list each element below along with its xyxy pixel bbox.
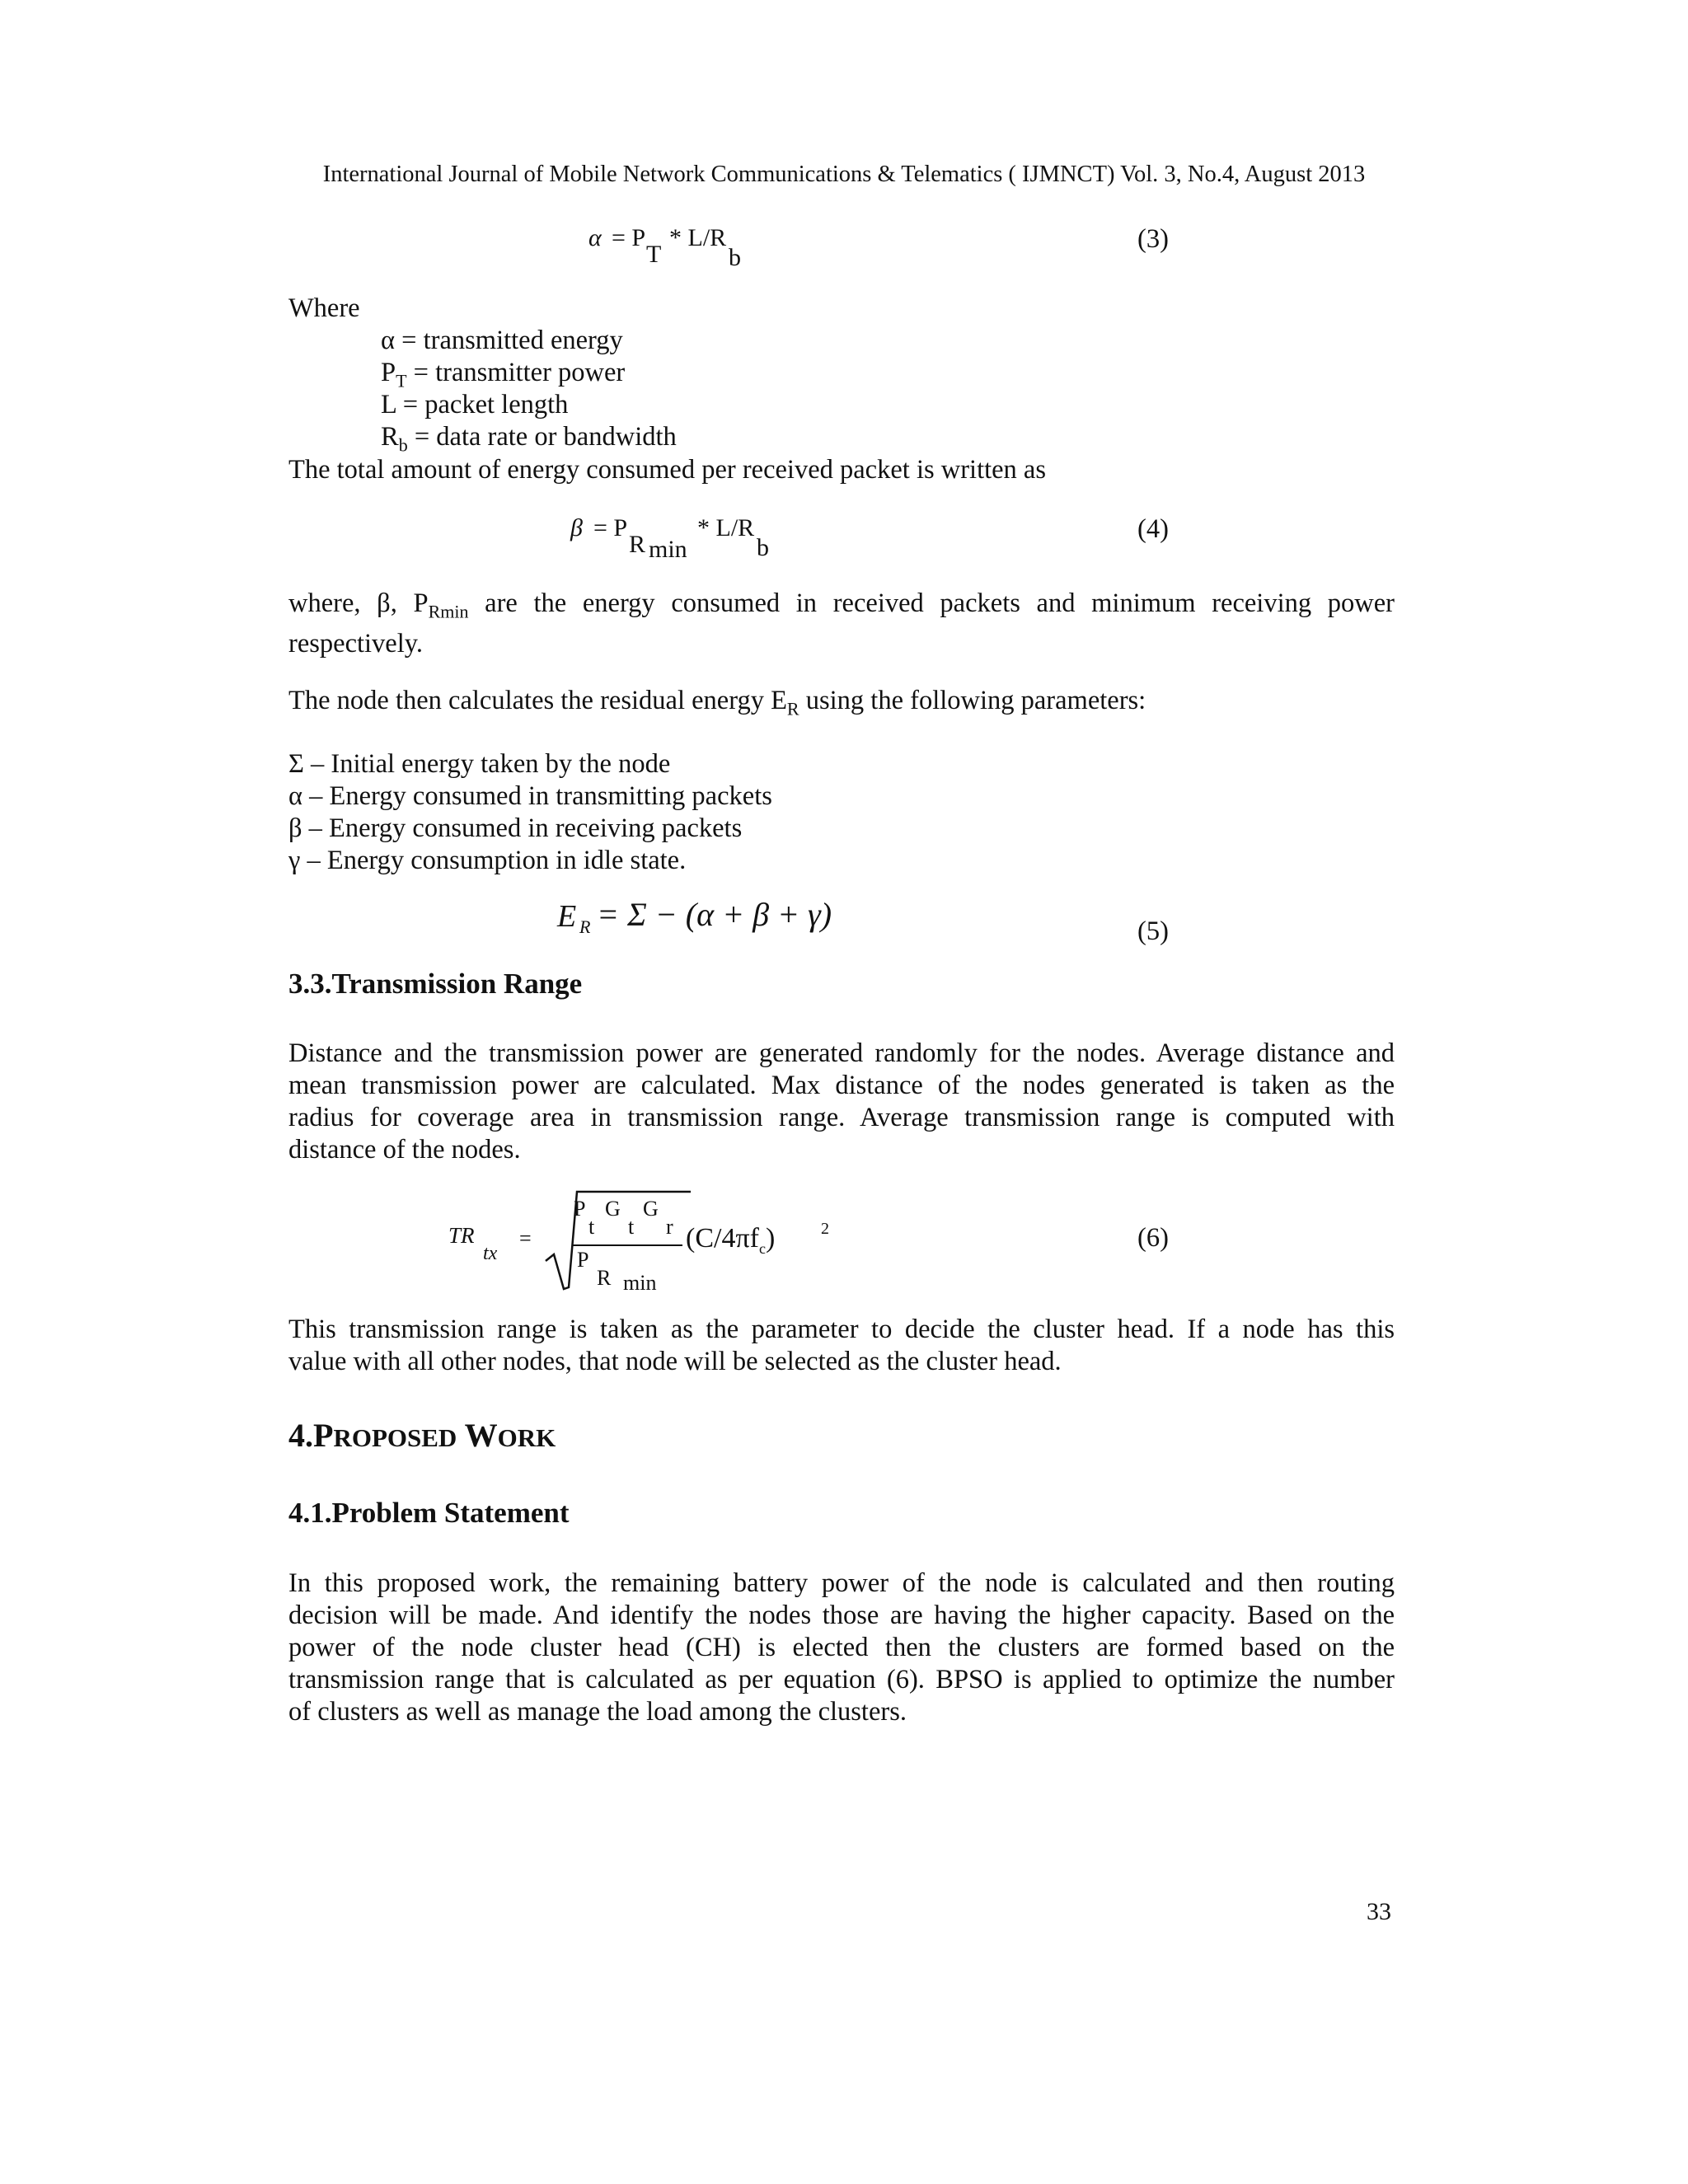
total-energy-sentence: The total amount of energy consumed per received packet is written as — [288, 455, 1046, 485]
eq6-equals: = — [519, 1226, 532, 1250]
problem-line-3: power of the node cluster head (CH) is elected then the clusters are formed based on the — [288, 1633, 1395, 1662]
page-number: 33 — [1367, 1898, 1391, 1925]
eq3-number: (3) — [1137, 224, 1169, 254]
eq6-num-p: P — [574, 1197, 586, 1221]
cluster-head-line-2: value with all other nodes, that node will be selected as the cluster head. — [288, 1347, 1062, 1376]
cluster-head-paragraph — [288, 1314, 1395, 1378]
section-heading-4-1: 4.1.Problem Statement — [288, 1497, 570, 1529]
eq3-sub-b: b — [729, 244, 741, 271]
section-heading-3-3: 3.3.Transmission Range — [288, 968, 583, 1000]
eq6-number: (6) — [1137, 1223, 1169, 1253]
eq4-beta: β — [570, 514, 583, 541]
eq6-tr: TR — [448, 1223, 475, 1248]
eq6-num-g2: G — [643, 1197, 659, 1221]
where-beta-paragraph — [288, 588, 1395, 660]
eq5-rhs: = Σ − (α + β + γ) — [597, 896, 832, 933]
eq6-fraction-bar — [572, 1244, 682, 1246]
eq4-rest: * L/R — [697, 514, 755, 541]
problem-line-5: of clusters as well as manage the load among the clusters. — [288, 1697, 907, 1727]
definition-pt: $P_T$ = transmitter power — [381, 358, 626, 391]
section-heading-4: 4.PROPOSED WORK — [288, 1417, 556, 1454]
definition-alpha: α = transmitted energy — [381, 326, 623, 355]
parameter-alpha: α – Energy consumed in transmitting packets — [288, 781, 772, 811]
eq4-number: (4) — [1137, 514, 1169, 544]
problem-statement-paragraph — [288, 1568, 1395, 1728]
eq4-sub-r: R — [629, 531, 646, 558]
eq3-equals-p: = P — [612, 224, 646, 251]
definition-l: L = packet length — [381, 390, 569, 419]
eq6-num-t1: t — [588, 1215, 595, 1239]
eq5-e: E — [557, 899, 577, 934]
eq6-factor: $(C/4\pi f_c)$ — [686, 1223, 776, 1257]
eq6-exponent: 2 — [821, 1220, 829, 1238]
problem-line-2: decision will be made. And identify the nodes those are having the higher capacity. Based on the — [288, 1601, 1395, 1630]
running-header: International Journal of Mobile Network Communications & Telematics ( IJMNCT) Vol. 3, No.4, August 2013 — [322, 162, 1366, 187]
parameter-gamma: γ – Energy consumption in idle state. — [288, 846, 687, 875]
eq6-sub-tx: tx — [483, 1243, 498, 1264]
parameter-beta: β – Energy consumed in receiving packets — [288, 813, 743, 843]
eq6-den-p: P — [577, 1248, 589, 1272]
where-beta-line-2: respectively. — [288, 628, 424, 658]
cluster-head-line-1: This transmission range is taken as the parameter to decide the cluster head. If a node has this — [288, 1315, 1395, 1344]
eq4-sub-min: min — [649, 536, 687, 563]
eq3-rest: * L/R — [669, 224, 727, 251]
transmission-paragraph — [288, 1038, 1395, 1166]
parameter-sigma: Σ – Initial energy taken by the node — [288, 749, 671, 779]
eq6-num-r: r — [666, 1215, 673, 1239]
transmission-line-2: mean transmission power are calculated. Max distance of the nodes generated is taken as the — [288, 1071, 1395, 1100]
eq4-equals-p: = P — [593, 514, 628, 541]
eq5-number: (5) — [1137, 916, 1169, 946]
eq5-sub-r: R — [579, 916, 591, 937]
eq6-num-t2: t — [628, 1215, 635, 1239]
transmission-line-3: radius for coverage area in transmission range. Average transmission range is computed with — [288, 1103, 1395, 1132]
eq3-sub-t: T — [646, 241, 662, 268]
eq6-den-r: R — [597, 1266, 612, 1290]
eq6-den-min: min — [623, 1271, 657, 1295]
eq3-alpha: α — [588, 224, 602, 251]
eq6-num-g1: G — [605, 1197, 621, 1221]
transmission-line-1: Distance and the transmission power are generated randomly for the nodes. Average distance and — [288, 1038, 1395, 1068]
where-label: Where — [288, 293, 360, 323]
eq4-sub-b: b — [757, 534, 769, 561]
where-beta-line-1: where, β, $P_{Rmin}$ are the energy consumed in received packets and minimum receiving power — [288, 588, 1395, 622]
definition-rb: $R_b$ = data rate or bandwidth — [381, 422, 677, 456]
residual-energy-sentence: The node then calculates the residual energy $E_R$ using the following parameters: — [288, 686, 1146, 719]
problem-line-1: In this proposed work, the remaining battery power of the node is calculated and then routing — [288, 1568, 1395, 1598]
problem-line-4: transmission range that is calculated as per equation (6). BPSO is applied to optimize the number — [288, 1665, 1395, 1694]
transmission-line-4: distance of the nodes. — [288, 1135, 521, 1165]
